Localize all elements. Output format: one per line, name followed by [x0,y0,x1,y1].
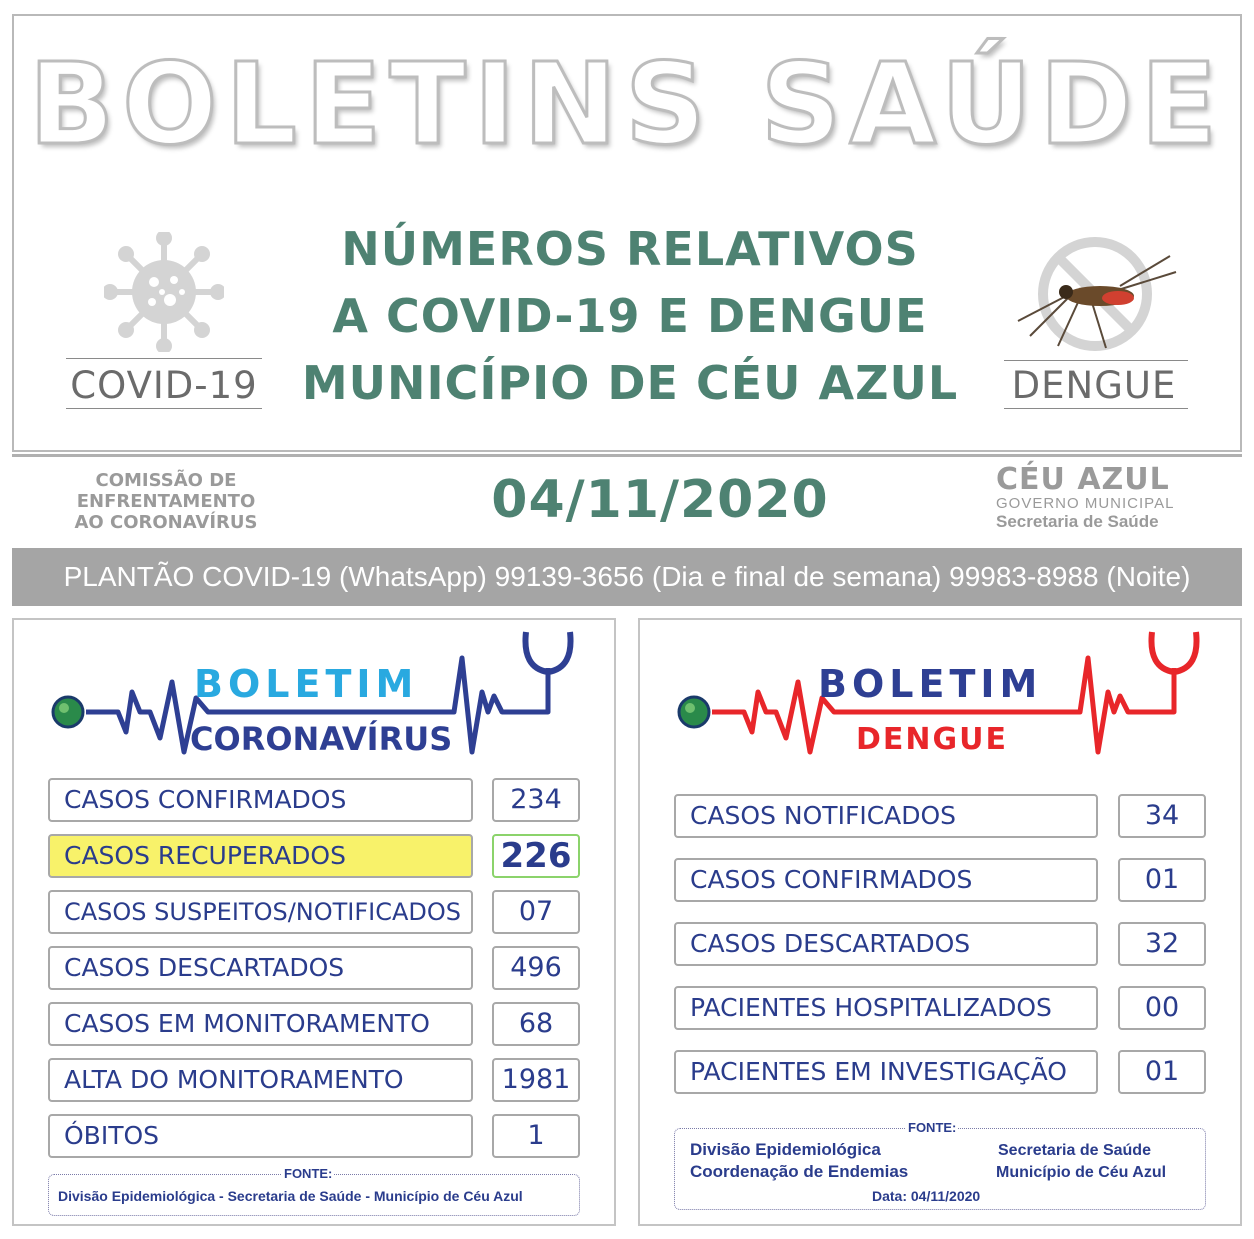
dengue-source-date: Data: 04/11/2020 [872,1188,981,1204]
covid-row-value: 496 [492,946,580,990]
covid-row-label: CASOS DESCARTADOS [48,946,473,990]
covid-bulletin-subtitle: CORONAVÍRUS [190,720,453,758]
dengue-source-left1: Divisão Epidemiológica [690,1140,881,1159]
dengue-row-label: PACIENTES HOSPITALIZADOS [674,986,1098,1030]
dengue-row-value: 32 [1118,922,1206,966]
no-mosquito-icon [1000,236,1190,358]
dengue-source-title: FONTE: [908,1120,957,1135]
subtitle-line-3: MUNICÍPIO DE CÉU AZUL [301,356,959,410]
dengue-row-label: CASOS CONFIRMADOS [674,858,1098,902]
dengue-bulletin-title: BOLETIM [818,662,1043,706]
municipality-name: CÉU AZUL [996,462,1170,497]
logo-divider [1004,408,1188,409]
covid-row-label: CASOS SUSPEITOS/NOTIFICADOS [48,890,473,934]
covid-source-title: FONTE: [284,1166,333,1181]
virus-icon [104,232,224,352]
covid-row-label: CASOS CONFIRMADOS [48,778,473,822]
covid-row-label: CASOS EM MONITORAMENTO [48,1002,473,1046]
covid-row-value: 68 [492,1002,580,1046]
covid-source-text: Divisão Epidemiológica - Secretaria de Saúde - Município de Céu Azul [58,1188,523,1204]
commission-line: ENFRENTAMENTO [76,491,256,512]
subtitle-line-1: NÚMEROS RELATIVOS [341,222,919,276]
dengue-row-value: 34 [1118,794,1206,838]
commission-block [66,470,266,533]
municipality-logo [996,462,1196,532]
dengue-row-value: 01 [1118,1050,1206,1094]
municipality-line3: Secretaria de Saúde [996,512,1159,531]
bulletin-date: 04/11/2020 [491,470,829,530]
dengue-logo [1000,236,1190,416]
covid-row-label: ÓBITOS [48,1114,473,1158]
covid-row-value: 234 [492,778,580,822]
dengue-row-value: 00 [1118,986,1206,1030]
commission-line: AO CORONAVÍRUS [74,512,258,533]
dengue-row-label: CASOS NOTIFICADOS [674,794,1098,838]
covid-row-label: ALTA DO MONITORAMENTO [48,1058,473,1102]
subtitle-line-2: A COVID-19 E DENGUE [332,289,928,343]
logo-divider [1004,360,1188,361]
dengue-source-left2: Coordenação de Endemias [690,1162,909,1181]
dengue-row-value: 01 [1118,858,1206,902]
dengue-source-right2: Município de Céu Azul [996,1164,1167,1181]
dengue-logo-label: DENGUE [1011,364,1177,407]
dengue-row-label: CASOS DESCARTADOS [674,922,1098,966]
covid-row-label-highlight: CASOS RECUPERADOS [48,834,473,878]
plantao-banner: PLANTÃO COVID-19 (WhatsApp) 99139-3656 (Dia e final de semana) 99983-8988 (Noite) [12,548,1242,606]
logo-divider [66,358,262,359]
logo-divider [66,408,262,409]
covid-logo-label: COVID-19 [70,364,258,407]
commission-line: COMISSÃO DE [95,470,237,491]
covid-logo [66,232,262,412]
covid-row-value: 07 [492,890,580,934]
covid-row-value: 1 [492,1114,580,1158]
covid-row-value-highlight: 226 [492,834,580,878]
dengue-bulletin-subtitle: DENGUE [856,722,1008,757]
dengue-source-right1: Secretaria de Saúde [998,1142,1151,1159]
municipality-line2: GOVERNO MUNICIPAL [996,495,1175,512]
covid-bulletin-title: BOLETIM [194,662,419,706]
dengue-row-label: PACIENTES EM INVESTIGAÇÃO [674,1050,1098,1094]
covid-row-value: 1981 [492,1058,580,1102]
main-title: BOLETINS SAÚDE [28,40,1226,170]
